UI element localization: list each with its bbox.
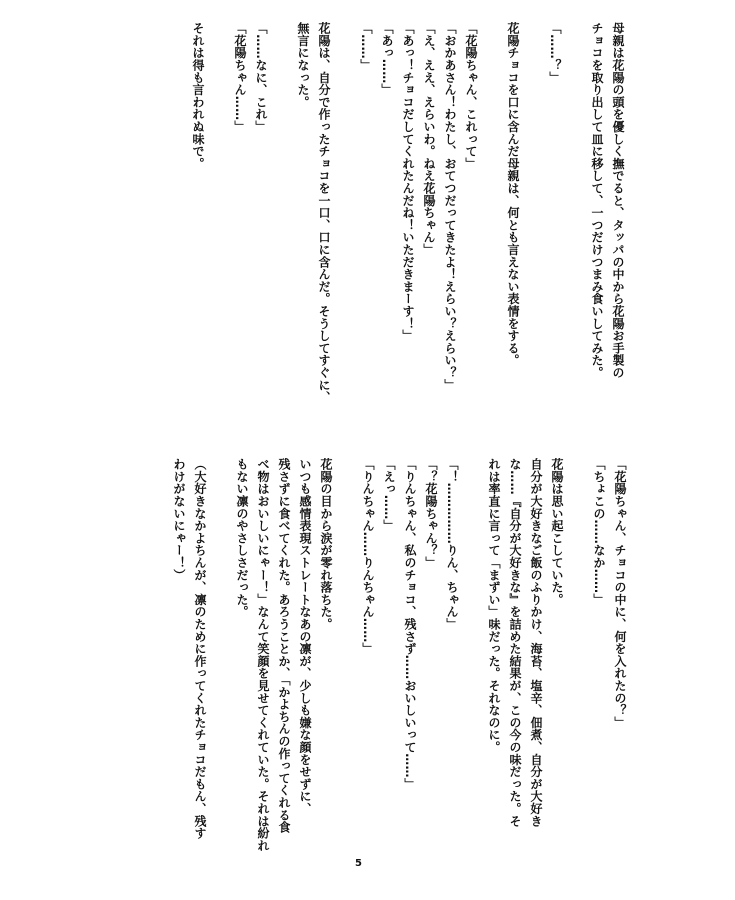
paragraph-gap (481, 22, 502, 422)
paragraph-gap (523, 22, 544, 422)
text-line: 「おかあさん！わたし、おてつだってきたよ！えらい？えらい？」 (443, 22, 457, 391)
paragraph-gap (271, 22, 292, 422)
text-line: 「あっ！チョコだしてくれたんだね！いただきまーす！」 (401, 22, 415, 342)
text-line: 無言になった。 (296, 22, 310, 109)
text-line: 花陽は思い起こしていた。 (550, 458, 564, 606)
text-line: 「！……………りん、ちゃん」 (445, 458, 459, 631)
paragraph-gap (336, 458, 357, 878)
text-line: べ物はおいしいにゃー！」なんて笑顔を見せてくれていた。それは紛れ (256, 458, 270, 852)
text-line: わけがないにゃー！） (172, 458, 186, 581)
text-line: 「花陽ちゃん……」 (233, 22, 247, 133)
text-line: 「……なに、これ」 (254, 22, 268, 133)
text-line: （大好きなかよちんが、凛のために作ってくれたチョコだもん、残す (193, 458, 207, 840)
text-line: 「あっ……」 (380, 22, 394, 96)
text-line: チョコを取り出して皿に移して、一つだけつまみ食いしてみた。 (590, 22, 604, 379)
text-line: 「花陽ちゃん、これって」 (464, 22, 478, 170)
text-line: 残さずに食べてくれた。あろうことか、「かよちんの作ってくれる食 (277, 458, 291, 834)
text-line: いつも感情表現ストレートなあの凛が、少しも嫌な顔をせずに、 (298, 458, 312, 815)
text-line: 「えっ……」 (382, 458, 396, 532)
paragraph-gap (210, 458, 231, 878)
text-line: な……『自分が大好きな』を詰めた結果が、この今の味だった。そ (508, 458, 522, 827)
paragraph-gap (565, 22, 586, 422)
text-line: れは率直に言って「まずい」味だった。それなのに。 (487, 458, 501, 754)
text-line: 花陽は、自分で作ったチョコを一口、口に含んだ。そうしてすぐに、 (317, 22, 331, 404)
page-number: 5 (355, 858, 362, 869)
text-line: 「りんちゃん……りんちゃん……」 (361, 458, 375, 655)
text-line: 花陽チョコを口に含んだ母親は、何とも言えない表情をする。 (506, 22, 520, 367)
text-line: 「ちょこの……なか……」 (592, 458, 606, 606)
text-block-top (187, 22, 628, 422)
text-line: 「？花陽ちゃん？」 (424, 458, 438, 569)
paragraph-gap (462, 458, 483, 878)
text-line: 花陽の目から涙が零れ落ちた。 (319, 458, 333, 631)
text-line: それは得も言われぬ味で。 (191, 22, 205, 170)
text-block-bottom (168, 458, 630, 878)
paragraph-gap (208, 22, 229, 422)
text-line: 自分が大好きなご飯のふりかけ、海苔、塩辛、佃煮、自分が大好き (529, 458, 543, 827)
text-line: 「……」 (359, 22, 373, 72)
text-line: 母親は花陽の頭を優しく撫でると、タッパの中から花陽お手製の (611, 22, 625, 379)
paragraph-gap (567, 458, 588, 878)
paragraph-gap (334, 22, 355, 422)
text-line: 「……？」 (548, 22, 562, 84)
text-line: もない凛のやさしさだった。 (235, 458, 249, 618)
text-line: 「花陽ちゃん、チョコの中に、何を入れたの？」 (613, 458, 627, 729)
text-line: 「りんちゃん、私のチョコ、残さず……おいしいって……」 (403, 458, 417, 791)
text-line: 「え、ええ、えらいわ。ねえ花陽ちゃん」 (422, 22, 436, 256)
